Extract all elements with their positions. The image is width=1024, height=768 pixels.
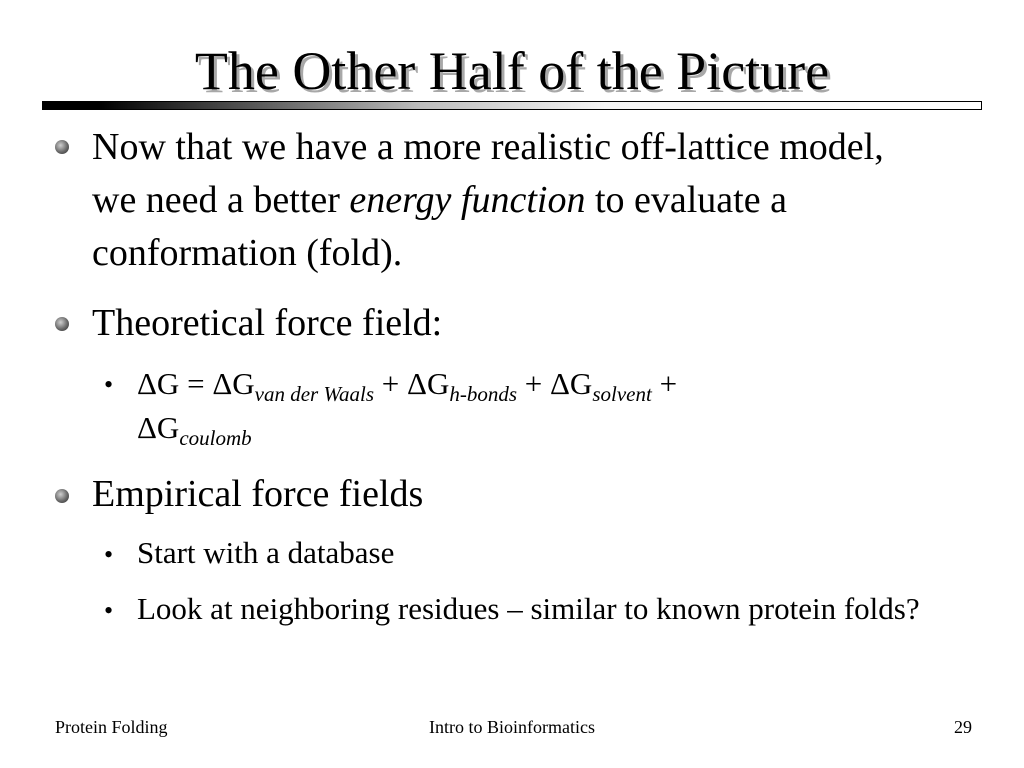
sub-bullet-dot-icon: • — [104, 540, 114, 569]
bullet-dot-icon — [55, 317, 69, 331]
footer-left-course-topic: Protein Folding — [55, 717, 168, 737]
sub-bullet-neighboring-residues: Look at neighboring residues – similar to known protein folds? — [137, 591, 920, 626]
footer-slide-number: 29 — [954, 717, 972, 737]
equation-sub-hbonds: h-bonds — [449, 382, 518, 406]
sub-bullet-dot-icon: • — [104, 370, 114, 399]
bullet-theoretical-force-field: Theoretical force field: — [92, 302, 443, 344]
equation-sub-solvent: solvent — [592, 382, 652, 406]
equation-plus: + — [651, 366, 678, 401]
footer-center-course-name: Intro to Bioinformatics — [429, 717, 595, 737]
bullet-empirical-force-fields: Empirical force fields — [92, 473, 424, 515]
equation-sub-coulomb: coulomb — [179, 426, 252, 450]
equation-lhs: ΔG = — [137, 366, 213, 401]
equation-term-coulomb: ΔG — [137, 410, 180, 445]
equation-sub-vdw: van der Waals — [254, 382, 375, 406]
bullet-dot-icon — [55, 140, 69, 154]
bullet-dot-icon — [55, 489, 69, 503]
equation-term-hbonds: ΔG — [407, 366, 450, 401]
emphasis-energy-function: energy function — [349, 179, 586, 221]
energy-equation — [137, 362, 937, 450]
equation-term-solvent: ΔG — [550, 366, 593, 401]
equation-plus: + — [517, 366, 550, 401]
bullet-text-cont: to evaluate a conformation (fold). — [92, 179, 787, 274]
slide-title: The Other Half of the Picture — [194, 41, 830, 101]
equation-term-vdw: ΔG — [212, 366, 255, 401]
bullet-realistic-model — [92, 121, 932, 280]
equation-plus: + — [374, 366, 408, 401]
title-underline-rule — [42, 101, 982, 110]
sub-bullet-database: Start with a database — [137, 535, 395, 570]
sub-bullet-dot-icon: • — [104, 596, 114, 625]
bullet-text: Now that we have a more realistic off-lattice model, we need a better — [92, 126, 884, 221]
